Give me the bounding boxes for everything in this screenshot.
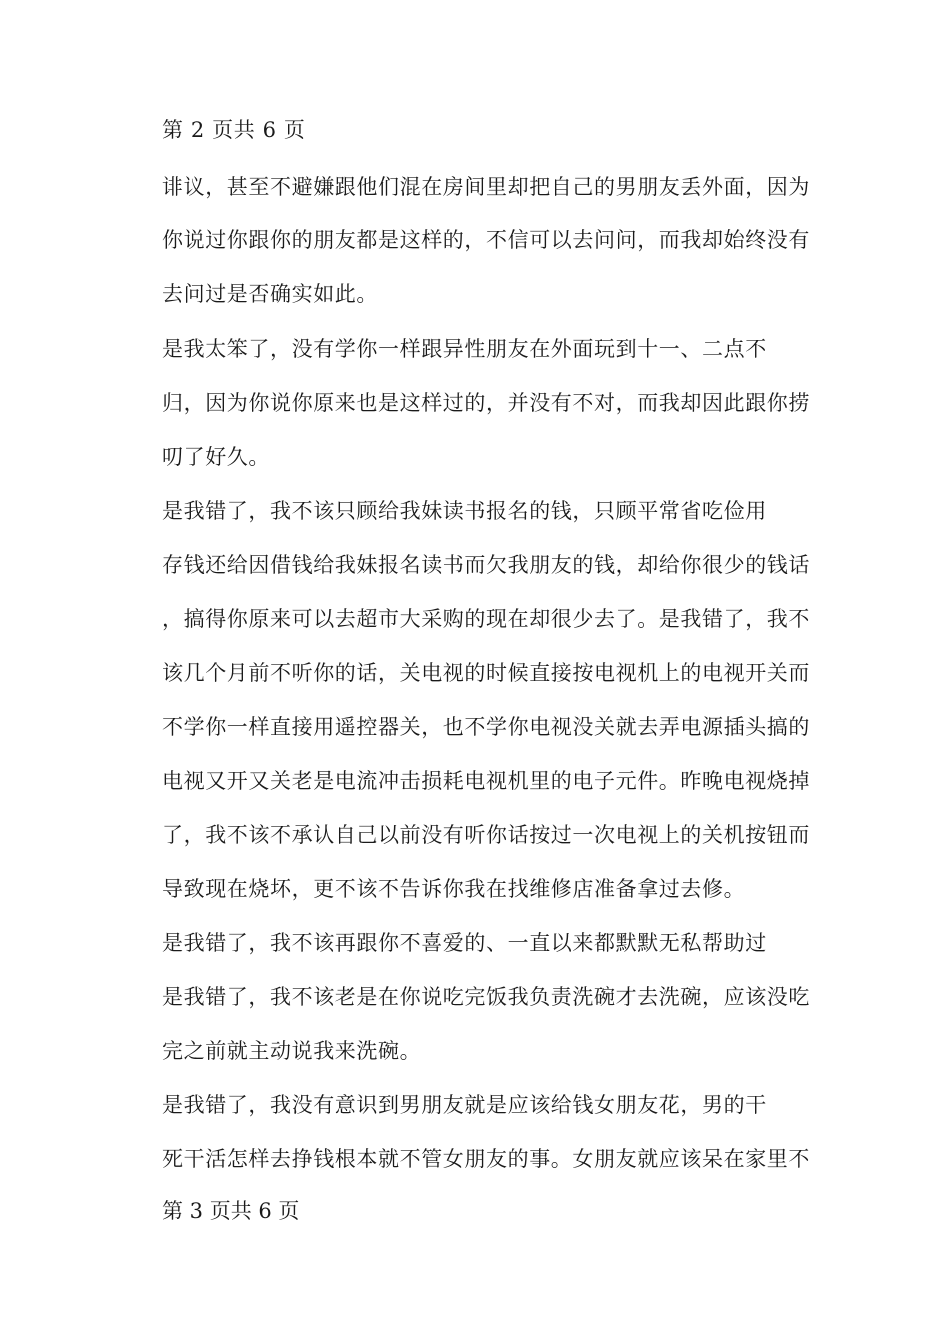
- body-line: ，搞得你原来可以去超市大采购的现在却很少去了。是我错了，我不: [162, 607, 810, 631]
- body-line: 你说过你跟你的朋友都是这样的，不信可以去问问，而我却始终没有: [162, 228, 810, 252]
- body-line: 是我错了，我不该再跟你不喜爱的、一直以来都默默无私帮助过: [162, 931, 767, 955]
- body-line: 诽议，甚至不避嫌跟他们混在房间里却把自己的男朋友丢外面，因为: [162, 175, 810, 199]
- body-line: 是我错了，我不该只顾给我妹读书报名的钱，只顾平常省吃俭用: [162, 499, 767, 523]
- page-header-number: 第 2 页共 6 页: [162, 118, 306, 142]
- body-line: 是我错了，我不该老是在你说吃完饭我负责洗碗才去洗碗，应该没吃: [162, 985, 810, 1009]
- body-line: 存钱还给因借钱给我妹报名读书而欠我朋友的钱，却给你很少的钱话: [162, 553, 810, 577]
- body-line: 电视又开又关老是电流冲击损耗电视机里的电子元件。昨晚电视烧掉: [162, 769, 810, 793]
- body-line: 叨了好久。: [162, 445, 270, 469]
- body-line: 了，我不该不承认自己以前没有听你话按过一次电视上的关机按钮而: [162, 823, 810, 847]
- body-line: 是我错了，我没有意识到男朋友就是应该给钱女朋友花，男的干: [162, 1093, 767, 1117]
- body-line: 完之前就主动说我来洗碗。: [162, 1039, 422, 1063]
- body-line: 不学你一样直接用遥控器关，也不学你电视没关就去弄电源插头搞的: [162, 715, 810, 739]
- body-line: 死干活怎样去挣钱根本就不管女朋友的事。女朋友就应该呆在家里不: [162, 1147, 810, 1171]
- body-line: 是我太笨了，没有学你一样跟异性朋友在外面玩到十一、二点不: [162, 337, 767, 361]
- page-footer-number: 第 3 页共 6 页: [162, 1199, 300, 1223]
- body-line: 去问过是否确实如此。: [162, 282, 378, 306]
- body-line: 导致现在烧坏，更不该不告诉你我在找维修店准备拿过去修。: [162, 877, 746, 901]
- body-line: 该几个月前不听你的话，关电视的时候直接按电视机上的电视开关而: [162, 661, 810, 685]
- body-line: 归，因为你说你原来也是这样过的，并没有不对，而我却因此跟你捞: [162, 391, 810, 415]
